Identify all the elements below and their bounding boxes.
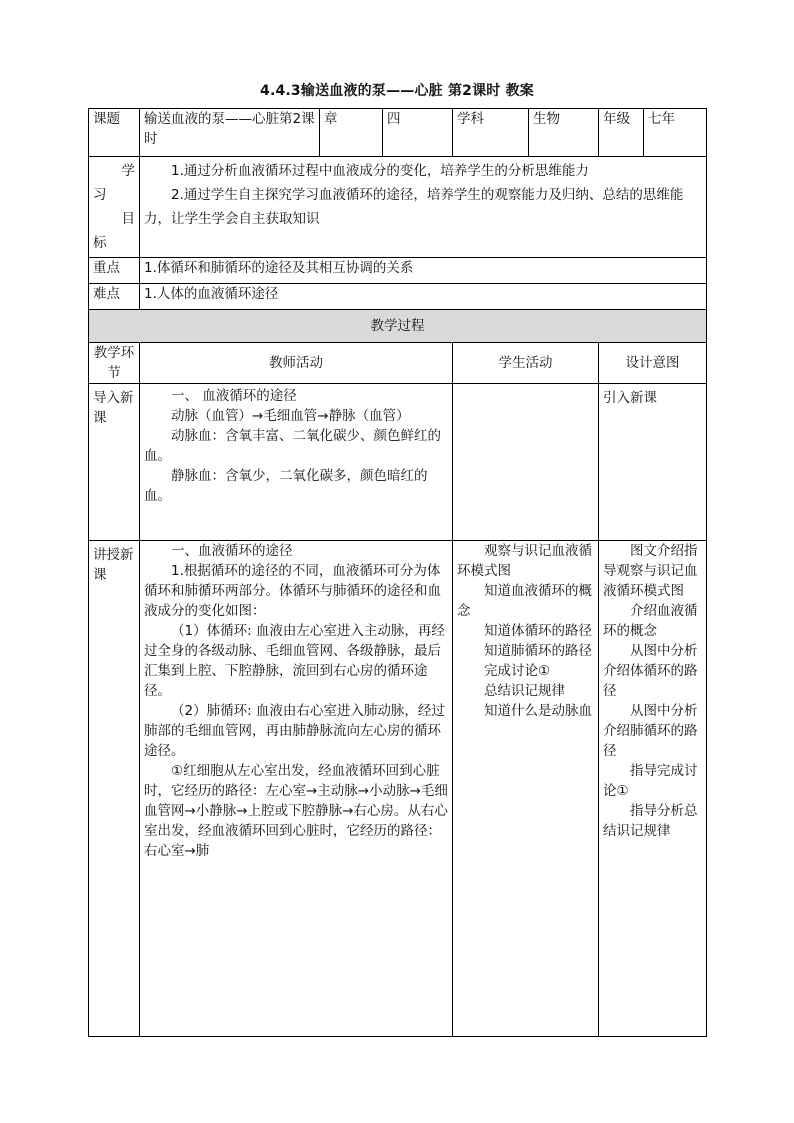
lecture-design-item: 图文介绍指导观察与识记血液循环模式图 bbox=[603, 543, 698, 599]
lecture-student bbox=[453, 541, 599, 1037]
difficult-point-text: 1.人体的血液循环途径 bbox=[140, 284, 707, 310]
goals-label-char: 标 bbox=[93, 235, 107, 251]
lecture-stage: 讲授新课 bbox=[89, 541, 140, 1037]
goals-label-char: 目 bbox=[121, 211, 135, 227]
subject-value: 生物 bbox=[529, 109, 599, 157]
column-header-design: 设计意图 bbox=[599, 343, 707, 384]
lecture-design-item: 指导完成讨论① bbox=[603, 763, 698, 799]
lecture-student-item: 知道肺循环的路径 bbox=[484, 643, 592, 659]
topic-value: 输送血液的泵——心脏第2课时 bbox=[140, 109, 320, 157]
difficult-point-row bbox=[89, 284, 707, 310]
lesson-plan-table bbox=[88, 108, 707, 1037]
goals-label bbox=[89, 157, 140, 258]
intro-row bbox=[89, 384, 707, 541]
grade-value: 七年 bbox=[644, 109, 707, 157]
lecture-design-item: 介绍血液循环的概念 bbox=[603, 603, 698, 639]
goals-content bbox=[140, 157, 707, 258]
lecture-student-item: 知道什么是动脉血 bbox=[484, 703, 592, 719]
lecture-teacher-para: 1.根据循环的途径的不同，血液循环可分为体循环和肺循环两部分。体循环与肺循环的途径和血液成分的变化如图： bbox=[144, 563, 441, 619]
lecture-teacher-para: 一、血液循环的途径 bbox=[171, 543, 293, 559]
lecture-teacher-para: （2）肺循环: 血液由右心室进入肺动脉，经过肺部的毛细血管网，再由肺静脉流向左心房的循环途径。 bbox=[144, 703, 445, 759]
goal-item: 1.通过分析血液循环过程中血液成分的变化，培养学生的分析思维能力 bbox=[171, 163, 589, 179]
chapter-label: 章 bbox=[320, 109, 383, 157]
intro-student bbox=[453, 384, 599, 541]
column-header-stage: 教学环节 bbox=[89, 343, 140, 384]
key-point-row bbox=[89, 258, 707, 284]
topic-row bbox=[89, 109, 707, 157]
lecture-design-item: 从图中分析介绍体循环的路径 bbox=[603, 643, 698, 699]
lecture-design bbox=[599, 541, 707, 1037]
goal-item: 2.通过学生自主探究学习血液循环的途径，培养学生的观察能力及归纳、总结的思维能力，让学生学会自主获取知识 bbox=[144, 187, 684, 227]
lecture-student-item: 知道体循环的路径 bbox=[484, 623, 592, 639]
document-title: 4.4.3输送血液的泵——心脏 第2课时 教案 bbox=[260, 83, 534, 99]
lecture-design-item: 从图中分析介绍肺循环的路径 bbox=[603, 703, 698, 759]
process-header-row bbox=[89, 310, 707, 343]
intro-design: 引入新课 bbox=[599, 384, 707, 541]
process-header: 教学过程 bbox=[89, 310, 707, 343]
goals-label-char: 习 bbox=[93, 187, 107, 203]
goals-label-char: 学 bbox=[121, 163, 135, 179]
subject-label: 学科 bbox=[453, 109, 529, 157]
lecture-row bbox=[89, 541, 707, 1037]
intro-teacher bbox=[140, 384, 453, 541]
column-header-teacher: 教师活动 bbox=[140, 343, 453, 384]
lecture-teacher bbox=[140, 541, 453, 1037]
intro-teacher-line: 动脉血：含氧丰富、二氧化碳少、颜色鲜红的血。 bbox=[144, 428, 441, 464]
difficult-point-label: 难点 bbox=[89, 284, 140, 310]
lecture-design-item: 指导分析总结识记规律 bbox=[603, 803, 698, 839]
grade-label: 年级 bbox=[599, 109, 644, 157]
column-header-student: 学生活动 bbox=[453, 343, 599, 384]
goals-row bbox=[89, 157, 707, 258]
intro-teacher-line: 静脉血：含氧少，二氧化碳多，颜色暗红的血。 bbox=[144, 468, 428, 504]
key-point-text: 1.体循环和肺循环的途径及其相互协调的关系 bbox=[140, 258, 707, 284]
lecture-teacher-para: （1）体循环: 血液由左心室进入主动脉，再经过全身的各级动脉、毛细血管网、各级静脉，最后汇集到上腔、下腔静脉，流回到右心房的循环途径。 bbox=[144, 623, 445, 699]
intro-stage: 导入新课 bbox=[89, 384, 140, 541]
lecture-student-item: 观察与识记血液循环模式图 bbox=[457, 543, 592, 579]
chapter-value: 四 bbox=[383, 109, 453, 157]
key-point-label: 重点 bbox=[89, 258, 140, 284]
intro-teacher-line: 一、 血液循环的途径 bbox=[171, 388, 297, 404]
lecture-student-item: 知道血液循环的概念 bbox=[457, 583, 592, 619]
lecture-teacher-para: ①红细胞从左心室出发，经血液循环回到心脏时，它经历的路径：左心室→主动脉→小动脉→毛细血管网→小静脉→上腔或下腔静脉→右心房。从右心室出发，经血液循环回到心脏时，它经历的路径：右心室→肺 bbox=[144, 763, 448, 859]
column-header-row bbox=[89, 343, 707, 384]
lecture-student-item: 完成讨论① bbox=[484, 663, 551, 679]
lecture-student-item: 总结识记规律 bbox=[484, 683, 565, 699]
intro-teacher-line: 动脉（血管）→毛细血管→静脉（血管） bbox=[171, 408, 410, 424]
topic-label: 课题 bbox=[89, 109, 140, 157]
